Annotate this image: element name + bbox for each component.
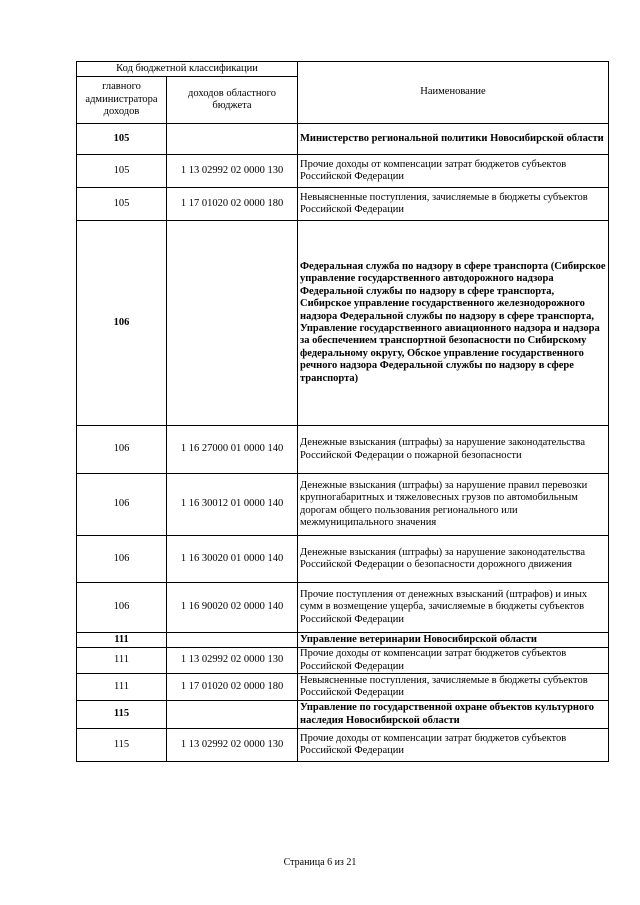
income-code-cell: 1 17 01020 02 0000 180 bbox=[167, 674, 298, 701]
income-code-cell: 1 16 30012 01 0000 140 bbox=[167, 474, 298, 536]
admin-code-cell: 115 bbox=[77, 701, 167, 729]
income-code-cell: 1 16 27000 01 0000 140 bbox=[167, 426, 298, 474]
table-row bbox=[77, 155, 609, 188]
admin-code-cell: 106 bbox=[77, 426, 167, 474]
name-cell: Управление ветеринарии Новосибирской области bbox=[298, 633, 609, 648]
income-code-cell bbox=[167, 124, 298, 155]
table-body bbox=[77, 124, 609, 762]
table-row bbox=[77, 426, 609, 474]
table-row bbox=[77, 701, 609, 729]
name-cell: Федеральная служба по надзору в сфере транспорта (Сибирское управление государственного автодорожного надзора Федеральной службы по надзору в сфере транспорта, Сибирское управление государственного железнодорожного надзора Федеральной службы по надзору в сфере транспорта, Управление государственного авиационного надзора и надзора за обеспечением транспортной безопасности по Сибирскому федеральному округу, Обское управление государственного речного надзора Федеральной службы по надзору в сфере транспорта) bbox=[298, 221, 609, 426]
table-row bbox=[77, 221, 609, 426]
table-row bbox=[77, 648, 609, 674]
name-cell: Прочие доходы от компенсации затрат бюджетов субъектов Российской Федерации bbox=[298, 155, 609, 188]
income-code-cell bbox=[167, 221, 298, 426]
name-cell: Министерство региональной политики Новосибирской области bbox=[298, 124, 609, 155]
admin-code-cell: 106 bbox=[77, 221, 167, 426]
income-code-cell: 1 16 90020 02 0000 140 bbox=[167, 583, 298, 633]
page-number: Страница 6 из 21 bbox=[283, 857, 357, 868]
table-row bbox=[77, 536, 609, 583]
name-cell: Денежные взыскания (штрафы) за нарушение правил перевозки крупногабаритных и тяжеловесных грузов по автомобильным дорогам общего пользования регионального или межмуниципального значения bbox=[298, 474, 609, 536]
table-row bbox=[77, 474, 609, 536]
admin-code-cell: 111 bbox=[77, 633, 167, 648]
name-cell: Невыясненные поступления, зачисляемые в бюджеты субъектов Российской Федерации bbox=[298, 674, 609, 701]
admin-code-cell: 115 bbox=[77, 729, 167, 762]
name-cell: Денежные взыскания (штрафы) за нарушение законодательства Российской Федерации о безопасности дорожного движения bbox=[298, 536, 609, 583]
table-row bbox=[77, 188, 609, 221]
header-admin: главного администратора доходов bbox=[77, 77, 167, 124]
income-code-cell bbox=[167, 701, 298, 729]
admin-code-cell: 105 bbox=[77, 188, 167, 221]
income-code-cell bbox=[167, 633, 298, 648]
table-row bbox=[77, 674, 609, 701]
header-group-title: Код бюджетной классификации bbox=[77, 62, 298, 77]
admin-code-cell: 111 bbox=[77, 674, 167, 701]
admin-code-cell: 106 bbox=[77, 583, 167, 633]
admin-code-cell: 111 bbox=[77, 648, 167, 674]
table-row bbox=[77, 124, 609, 155]
table-row bbox=[77, 633, 609, 648]
name-cell: Прочие доходы от компенсации затрат бюджетов субъектов Российской Федерации bbox=[298, 729, 609, 762]
income-code-cell: 1 17 01020 02 0000 180 bbox=[167, 188, 298, 221]
admin-code-cell: 106 bbox=[77, 474, 167, 536]
income-code-cell: 1 16 30020 01 0000 140 bbox=[167, 536, 298, 583]
admin-code-cell: 105 bbox=[77, 155, 167, 188]
income-code-cell: 1 13 02992 02 0000 130 bbox=[167, 155, 298, 188]
budget-classification-table bbox=[76, 61, 609, 762]
name-cell: Невыясненные поступления, зачисляемые в бюджеты субъектов Российской Федерации bbox=[298, 188, 609, 221]
name-cell: Денежные взыскания (штрафы) за нарушение законодательства Российской Федерации о пожарной безопасности bbox=[298, 426, 609, 474]
income-code-cell: 1 13 02992 02 0000 130 bbox=[167, 729, 298, 762]
income-code-cell: 1 13 02992 02 0000 130 bbox=[167, 648, 298, 674]
table-row bbox=[77, 729, 609, 762]
table-row bbox=[77, 583, 609, 633]
header-income: доходов областного бюджета bbox=[167, 77, 298, 124]
header-name: Наименование bbox=[298, 62, 609, 124]
name-cell: Прочие поступления от денежных взысканий (штрафов) и иных сумм в возмещение ущерба, зачисляемые в бюджеты субъектов Российской Федерации bbox=[298, 583, 609, 633]
name-cell: Управление по государственной охране объектов культурного наследия Новосибирской области bbox=[298, 701, 609, 729]
admin-code-cell: 106 bbox=[77, 536, 167, 583]
name-cell: Прочие доходы от компенсации затрат бюджетов субъектов Российской Федерации bbox=[298, 648, 609, 674]
admin-code-cell: 105 bbox=[77, 124, 167, 155]
